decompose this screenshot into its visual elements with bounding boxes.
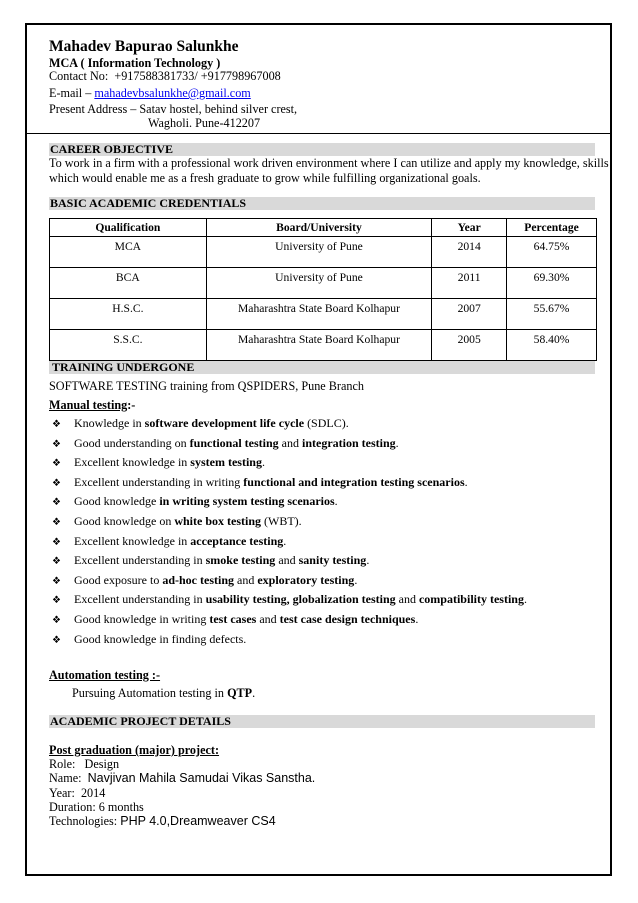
degree: MCA ( Information Technology ) — [49, 56, 221, 70]
project-technologies — [49, 814, 276, 829]
text: . — [261, 455, 265, 470]
year-label: Year: — [49, 786, 75, 800]
career-objective-line-1: To work in a firm with a professional work driven environment where I can utilize and apply my knowledge, skills — [49, 156, 609, 170]
text: . — [283, 533, 287, 548]
role-value: Design — [84, 757, 120, 771]
text: Excellent understanding in — [74, 592, 206, 607]
table-cell: 69.30% — [507, 268, 597, 299]
automation-testing-text — [72, 686, 255, 701]
list-item — [52, 553, 527, 573]
bold-text: exploratory testing — [257, 572, 355, 587]
header-divider — [25, 133, 612, 134]
bold-text: test cases — [209, 611, 257, 626]
automation-tool: QTP — [227, 686, 253, 700]
list-item — [52, 534, 527, 554]
bullet-diamond-icon: ❖ — [52, 614, 61, 626]
academic-heading: BASIC ACADEMIC CREDENTIALS — [49, 197, 595, 210]
email-label: E-mail – — [49, 86, 92, 100]
text: and — [275, 553, 299, 568]
project-year — [49, 786, 105, 801]
automation-text: Pursuing Automation testing in — [72, 686, 228, 700]
list-item — [52, 436, 527, 456]
bold-text: white box testing — [174, 513, 261, 528]
bold-text: in writing system testing scenarios — [159, 494, 335, 509]
bold-text: sanity testing — [298, 553, 367, 568]
text: (SDLC). — [304, 416, 349, 430]
text: . — [415, 611, 419, 626]
bullet-diamond-icon: ❖ — [52, 438, 61, 450]
project-name — [49, 771, 315, 786]
table-row — [50, 237, 597, 268]
list-item — [52, 573, 527, 593]
bold-text: system testing — [190, 455, 262, 470]
name-label: Name: — [49, 771, 82, 785]
tech-label: Technologies: — [49, 814, 118, 828]
text: Excellent understanding in — [74, 553, 206, 568]
text: Good exposure to — [74, 572, 163, 587]
bold-text: integration testing — [302, 435, 396, 450]
text: Excellent understanding in writing — [74, 474, 244, 489]
table-cell: H.S.C. — [50, 299, 207, 330]
table-cell: 2014 — [432, 237, 507, 268]
manual-testing-list — [52, 416, 527, 651]
table-cell: University of Pune — [206, 268, 432, 299]
bold-text: usability testing, globalization testing — [205, 592, 396, 607]
email-line — [49, 86, 251, 101]
text: Good knowledge — [74, 494, 160, 509]
bold-text: acceptance testing — [190, 533, 284, 548]
bullet-diamond-icon: ❖ — [52, 458, 61, 470]
text: and — [256, 611, 280, 626]
contact-label: Contact No: — [49, 69, 109, 83]
table-cell: 64.75% — [507, 237, 597, 268]
text: . — [464, 474, 468, 489]
bold-text: ad-hoc testing — [162, 572, 234, 587]
career-objective-line-2: which would enable me as a fresh graduate to grow while fulfilling organizational goals. — [49, 171, 481, 185]
list-item — [52, 494, 527, 514]
text: Good understanding on — [74, 435, 190, 450]
table-header-row — [50, 219, 597, 237]
text: (WBT). — [261, 513, 302, 528]
bullet-diamond-icon: ❖ — [52, 536, 61, 548]
project-duration: Duration: 6 months — [49, 800, 144, 814]
bullet-diamond-icon: ❖ — [52, 575, 61, 587]
table-cell: BCA — [50, 268, 207, 299]
list-item — [52, 612, 527, 632]
career-objective-heading: CAREER OBJECTIVE — [49, 143, 595, 156]
text: . — [354, 572, 358, 587]
text: and — [278, 435, 302, 450]
table-cell: Maharashtra State Board Kolhapur — [206, 299, 432, 330]
table-cell: MCA — [50, 237, 207, 268]
contact-line — [49, 69, 281, 84]
role-label: Role: — [49, 757, 76, 771]
name-value: Navjivan Mahila Samudai Vikas Sanstha. — [87, 771, 316, 785]
table-cell: 2007 — [432, 299, 507, 330]
text: and — [395, 592, 419, 607]
project-role — [49, 757, 119, 772]
text: . — [523, 592, 527, 607]
text: Knowledge in — [74, 416, 145, 430]
bullet-diamond-icon: ❖ — [52, 419, 61, 430]
table-cell: 55.67% — [507, 299, 597, 330]
table-cell: 2011 — [432, 268, 507, 299]
automation-end: . — [252, 686, 256, 700]
column-header: Percentage — [507, 219, 597, 237]
manual-testing-heading — [49, 398, 135, 413]
email-link[interactable]: mahadevbsalunkhe@gmail.com — [94, 86, 251, 100]
table-cell: 2005 — [432, 330, 507, 361]
text: Excellent knowledge in — [74, 533, 191, 548]
text: . — [395, 435, 399, 450]
year-value: 2014 — [80, 786, 106, 800]
automation-testing-label: Automation testing :- — [49, 668, 161, 682]
column-header: Qualification — [50, 219, 207, 237]
training-heading: TRAINING UNDERGONE — [49, 361, 595, 374]
table-row — [50, 330, 597, 361]
contact-numbers: +917588381733/ +917798967008 — [114, 69, 281, 83]
text: Good knowledge on — [74, 513, 175, 528]
table-cell: Maharashtra State Board Kolhapur — [206, 330, 432, 361]
training-intro: SOFTWARE TESTING training from QSPIDERS, Pune Branch — [49, 379, 364, 393]
text: and — [234, 572, 258, 587]
bold-text: smoke testing — [205, 553, 276, 568]
address-line-2: Wagholi. Pune-412207 — [148, 116, 261, 130]
text: Good knowledge in finding defects. — [74, 631, 247, 646]
table-cell: University of Pune — [206, 237, 432, 268]
list-item — [52, 455, 527, 475]
column-header: Board/University — [206, 219, 432, 237]
candidate-name: Mahadev Bapurao Salunkhe — [49, 38, 239, 55]
list-item — [52, 416, 527, 436]
academic-table — [49, 218, 597, 361]
bold-text: functional and integration testing scenarios — [243, 474, 465, 489]
bold-text: software development life cycle — [144, 416, 305, 430]
bullet-diamond-icon: ❖ — [52, 477, 61, 489]
bullet-diamond-icon: ❖ — [52, 497, 61, 509]
table-cell: 58.40% — [507, 330, 597, 361]
manual-testing-label: Manual testing — [49, 398, 128, 412]
bullet-diamond-icon: ❖ — [52, 634, 61, 646]
project-heading: ACADEMIC PROJECT DETAILS — [49, 715, 595, 728]
bullet-diamond-icon: ❖ — [52, 516, 61, 528]
bold-text: functional testing — [189, 435, 279, 450]
list-item — [52, 475, 527, 495]
text: Good knowledge in writing — [74, 611, 210, 626]
text: . — [334, 494, 338, 509]
list-item — [52, 514, 527, 534]
address-line-1: Present Address – Satav hostel, behind silver crest, — [49, 102, 298, 116]
manual-testing-suffix: :- — [127, 398, 136, 412]
text: Excellent knowledge in — [74, 455, 191, 470]
project-subheading-text: Post graduation (major) project: — [49, 743, 220, 757]
text: . — [366, 553, 370, 568]
column-header: Year — [432, 219, 507, 237]
list-item — [52, 632, 527, 652]
automation-testing-heading — [49, 668, 160, 683]
bullet-diamond-icon: ❖ — [52, 556, 61, 568]
table-row — [50, 299, 597, 330]
bold-text: compatibility testing — [418, 592, 524, 607]
table-row — [50, 268, 597, 299]
list-item — [52, 592, 527, 612]
table-cell: S.S.C. — [50, 330, 207, 361]
tech-value: PHP 4.0,Dreamweaver CS4 — [120, 814, 276, 828]
project-subheading — [49, 743, 219, 758]
bullet-diamond-icon: ❖ — [52, 595, 61, 607]
bold-text: test case design techniques — [279, 611, 416, 626]
